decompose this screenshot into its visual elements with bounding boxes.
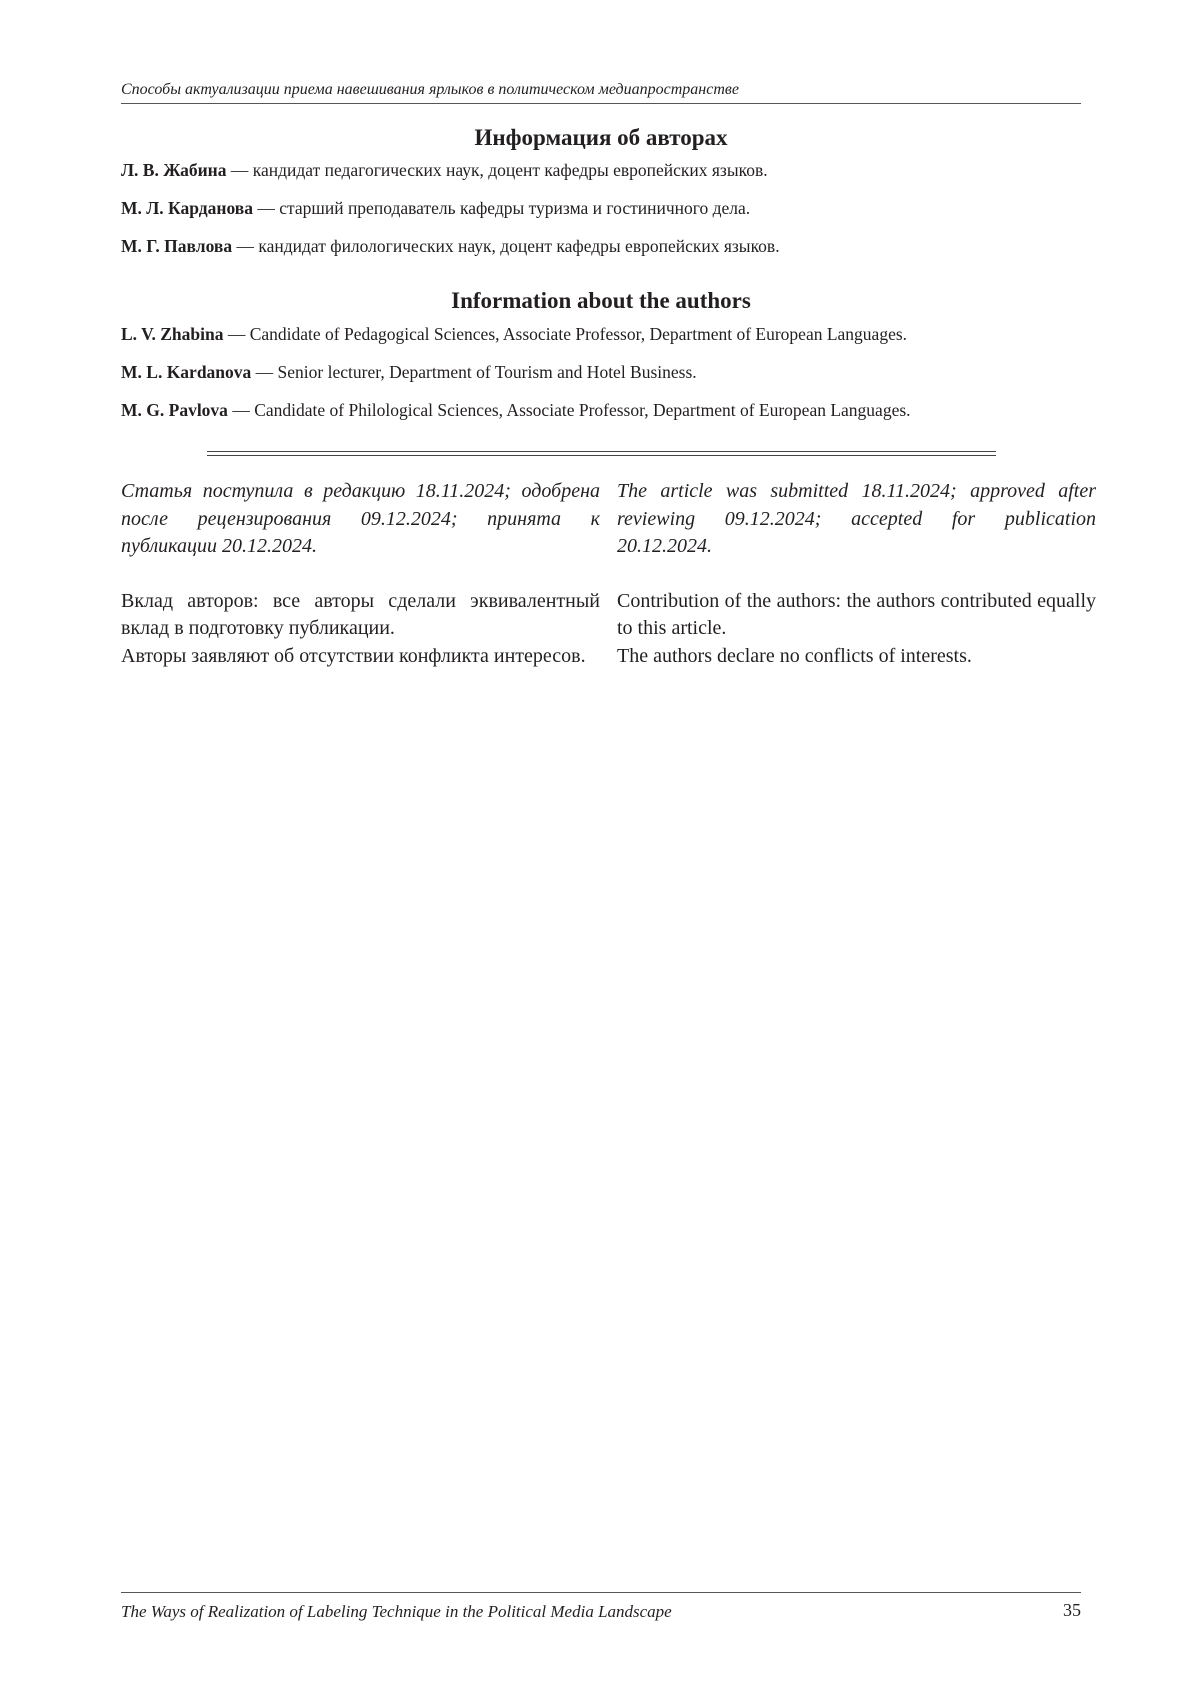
ru-authors-heading: Информация об авторах	[474, 125, 728, 150]
en-conflicts: The authors declare no conflicts of interests.	[617, 644, 972, 667]
en-authors-heading: Information about the authors	[451, 288, 751, 313]
en-author-3	[121, 398, 1081, 422]
en-submission-dates: The article was submitted 18.11.2024; approved after reviewing 09.12.2024; accepted for publication 20.12.2024.	[617, 480, 1096, 557]
author-description: — кандидат филологических наук, доцент кафедры европейских языков.	[232, 236, 780, 256]
footer-divider	[121, 1592, 1081, 1593]
author-name: L. V. Zhabina	[121, 324, 224, 344]
ru-author-1	[121, 158, 1081, 182]
ru-conflicts: Авторы заявляют об отсутствии конфликта интересов.	[121, 644, 586, 667]
footer-title: The Ways of Realization of Labeling Technique in the Political Media Landscape	[121, 1602, 672, 1621]
page-number: 35	[1063, 1600, 1081, 1620]
ru-submission-dates: Статья поступила в редакцию 18.11.2024; одобрена после рецензирования 09.12.2024; принята к публикации 20.12.2024.	[121, 480, 600, 557]
author-name: М. Г. Павлова	[121, 236, 233, 256]
ru-contribution: Вклад авторов: все авторы сделали эквивалентный вклад в подготовку публикации.	[121, 589, 600, 639]
author-name: M. G. Pavlova	[121, 400, 228, 420]
author-description: — старший преподаватель кафедры туризма и гостиничного дела.	[252, 198, 751, 218]
ru-author-2	[121, 196, 1081, 220]
author-name: M. L. Kardanova	[121, 362, 252, 382]
author-description: — Candidate of Pedagogical Sciences, Associate Professor, Department of European Languages.	[223, 324, 908, 344]
author-name: Л. В. Жабина	[121, 160, 227, 180]
author-name: М. Л. Карданова	[121, 198, 253, 218]
en-column	[617, 478, 1096, 670]
en-author-1	[121, 322, 1081, 346]
author-description: — кандидат педагогических наук, доцент кафедры европейских языков.	[226, 160, 768, 180]
en-contribution: Contribution of the authors: the authors contributed equally to this article.	[617, 589, 1096, 639]
author-description: — Candidate of Philological Sciences, Associate Professor, Department of European Languages.	[227, 400, 911, 420]
running-head: Способы актуализации приема навешивания ярлыков в политическом медиапространстве	[121, 80, 1081, 104]
ru-column	[121, 478, 600, 670]
section-divider	[207, 451, 996, 456]
en-author-2	[121, 360, 1081, 384]
ru-author-3	[121, 234, 1081, 258]
author-description: — Senior lecturer, Department of Tourism and Hotel Business.	[251, 362, 697, 382]
